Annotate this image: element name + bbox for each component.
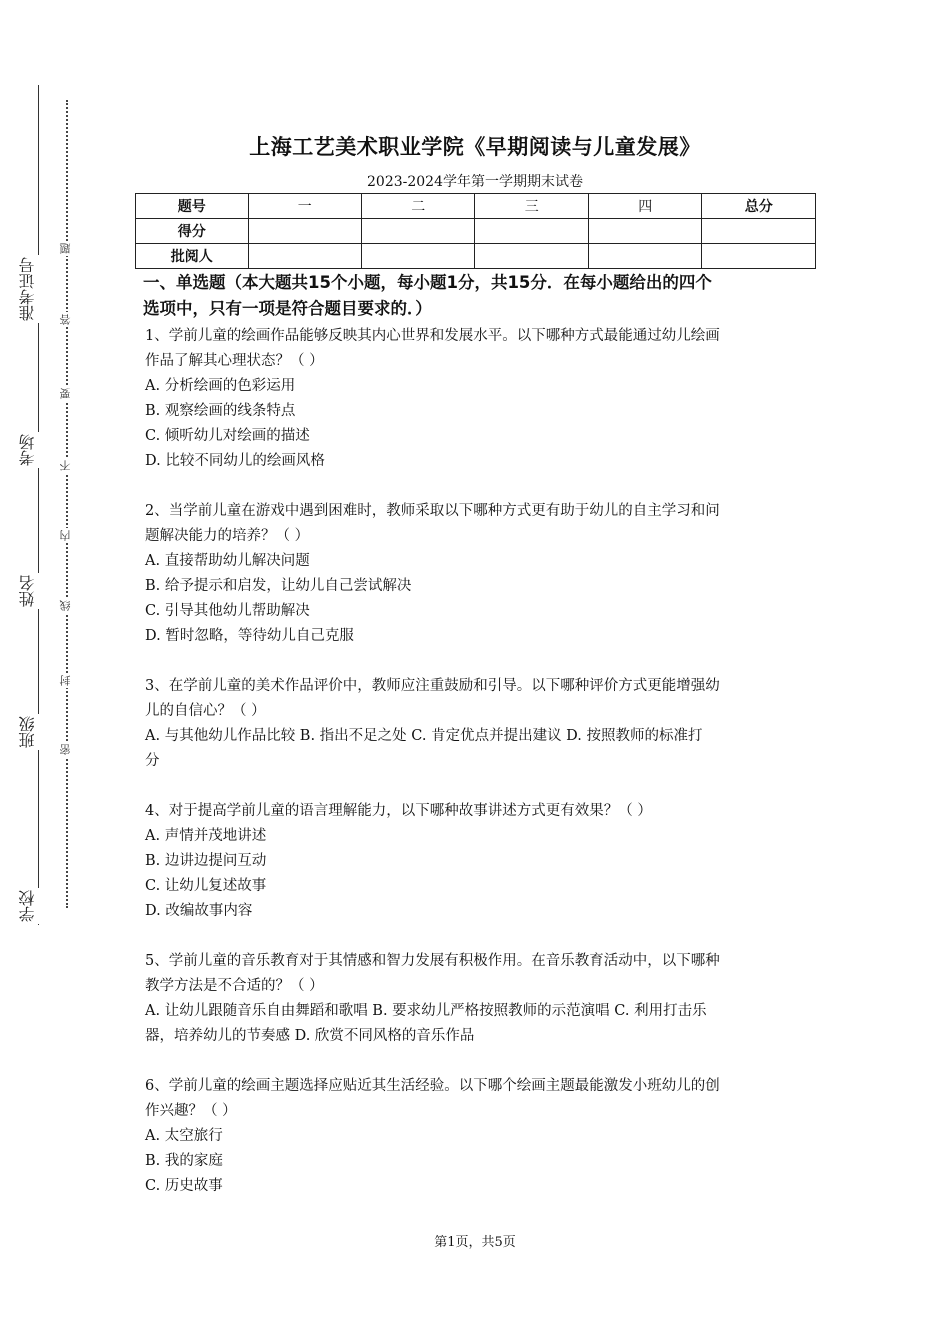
question-stem-line: 儿的自信心？（ ） <box>145 703 266 719</box>
exam-title: 上海工艺美术职业学院《早期阅读与儿童发展》 <box>249 135 701 159</box>
score-row <box>136 219 816 244</box>
binding-margin <box>0 0 110 1344</box>
ticket-number-label: 准考证号 <box>20 255 48 323</box>
option-b[interactable]: B. 边讲边提问互动 <box>145 853 267 869</box>
grader-cell[interactable] <box>361 244 474 269</box>
name-label: 姓名 <box>20 573 48 609</box>
seal-char: 题 <box>59 243 72 254</box>
option-c[interactable]: C. 历史故事 <box>145 1178 223 1194</box>
question-5 <box>145 949 810 1049</box>
score-header-cell: 二 <box>361 194 474 219</box>
score-header-cell: 一 <box>248 194 361 219</box>
grader-cell[interactable] <box>475 244 588 269</box>
question-stem-line: 2、当学前儿童在游戏中遇到困难时，教师采取以下哪种方式更有助于幼儿的自主学习和问 <box>145 503 720 519</box>
seal-dotted-line <box>66 100 68 908</box>
options-inline[interactable]: A. 让幼儿跟随音乐自由舞蹈和歌唱 B. 要求幼儿严格按照教师的示范演唱 C. 利用打击乐 <box>145 1003 707 1019</box>
score-header-cell: 三 <box>475 194 588 219</box>
question-3 <box>145 674 810 774</box>
seal-char: 封 <box>59 675 72 686</box>
option-d[interactable]: D. 改编故事内容 <box>145 903 253 919</box>
question-stem-line: 题解决能力的培养？（ ） <box>145 528 310 544</box>
question-stem-line: 教学方法是不合适的？（ ） <box>145 978 324 994</box>
option-c[interactable]: C. 让幼儿复述故事 <box>145 878 267 894</box>
question-2 <box>145 499 810 649</box>
school-label: 学校 <box>20 888 48 924</box>
option-a[interactable]: A. 声情并茂地讲述 <box>145 828 267 844</box>
option-b[interactable]: B. 观察绘画的线条特点 <box>145 403 296 419</box>
page-footer: 第1页，共5页 <box>434 1235 516 1250</box>
option-c[interactable]: C. 引导其他幼儿帮助解决 <box>145 603 310 619</box>
question-stem-line: 4、对于提高学前儿童的语言理解能力，以下哪种故事讲述方式更有效果？（ ） <box>145 803 652 819</box>
question-stem-line: 作兴趣？（ ） <box>145 1103 237 1119</box>
options-inline[interactable]: A. 与其他幼儿作品比较 B. 指出不足之处 C. 肯定优点并提出建议 D. 按照教师的标准打 <box>145 728 703 744</box>
score-header-cell: 总分 <box>702 194 816 219</box>
question-4 <box>145 799 810 924</box>
question-stem-line: 5、学前儿童的音乐教育对于其情感和智力发展有积极作用。在音乐教育活动中，以下哪种 <box>145 953 720 969</box>
score-cell[interactable] <box>361 219 474 244</box>
seal-char: 要 <box>59 388 72 399</box>
section-heading-line: 一、单选题（本大题共15个小题，每小题1分，共15分．在每小题给出的四个 <box>143 273 712 292</box>
seal-char: 答 <box>59 314 72 325</box>
grader-row <box>136 244 816 269</box>
score-row-label: 得分 <box>136 219 249 244</box>
score-header-cell: 题号 <box>136 194 249 219</box>
seal-char: 线 <box>59 600 72 611</box>
option-b[interactable]: B. 我的家庭 <box>145 1153 223 1169</box>
option-a[interactable]: A. 直接帮助幼儿解决问题 <box>145 553 310 569</box>
option-b[interactable]: B. 给予提示和启发，让幼儿自己尝试解决 <box>145 578 412 594</box>
question-stem-line: 6、学前儿童的绘画主题选择应贴近其生活经验。以下哪个绘画主题最能激发小班幼儿的创 <box>145 1078 720 1094</box>
grader-cell[interactable] <box>702 244 816 269</box>
score-cell[interactable] <box>588 219 701 244</box>
exam-content <box>145 270 810 1224</box>
score-cell[interactable] <box>248 219 361 244</box>
option-d[interactable]: D. 比较不同幼儿的绘画风格 <box>145 453 325 469</box>
options-inline-continued[interactable]: 器，培养幼儿的节奏感 D. 欣赏不同风格的音乐作品 <box>145 1028 475 1044</box>
exam-room-label: 考场 <box>20 432 48 468</box>
section-heading <box>143 270 810 322</box>
option-a[interactable]: A. 分析绘画的色彩运用 <box>145 378 296 394</box>
option-d[interactable]: D. 暂时忽略，等待幼儿自己克服 <box>145 628 354 644</box>
grader-cell[interactable] <box>248 244 361 269</box>
question-6 <box>145 1074 810 1199</box>
seal-char: 内 <box>59 530 72 541</box>
section-heading-line: 选项中，只有一项是符合题目要求的．） <box>143 299 432 318</box>
question-1 <box>145 324 810 474</box>
score-header-cell: 四 <box>588 194 701 219</box>
score-table <box>135 193 816 269</box>
class-label: 班级 <box>20 714 48 750</box>
grader-row-label: 批阅人 <box>136 244 249 269</box>
option-a[interactable]: A. 太空旅行 <box>145 1128 223 1144</box>
options-inline-continued[interactable]: 分 <box>145 753 160 769</box>
question-stem-line: 3、在学前儿童的美术作品评价中，教师应注重鼓励和引导。以下哪种评价方式更能增强幼 <box>145 678 720 694</box>
score-cell[interactable] <box>702 219 816 244</box>
binding-line <box>38 85 39 925</box>
seal-char: 不 <box>59 460 72 471</box>
score-table-header-row <box>136 194 816 219</box>
option-c[interactable]: C. 倾听幼儿对绘画的描述 <box>145 428 310 444</box>
score-cell[interactable] <box>475 219 588 244</box>
grader-cell[interactable] <box>588 244 701 269</box>
question-stem-line: 1、学前儿童的绘画作品能够反映其内心世界和发展水平。以下哪种方式最能通过幼儿绘画 <box>145 328 720 344</box>
seal-char: 密 <box>59 744 72 755</box>
question-stem-line: 作品了解其心理状态？（ ） <box>145 353 324 369</box>
exam-subtitle: 2023-2024学年第一学期期末试卷 <box>367 174 583 190</box>
